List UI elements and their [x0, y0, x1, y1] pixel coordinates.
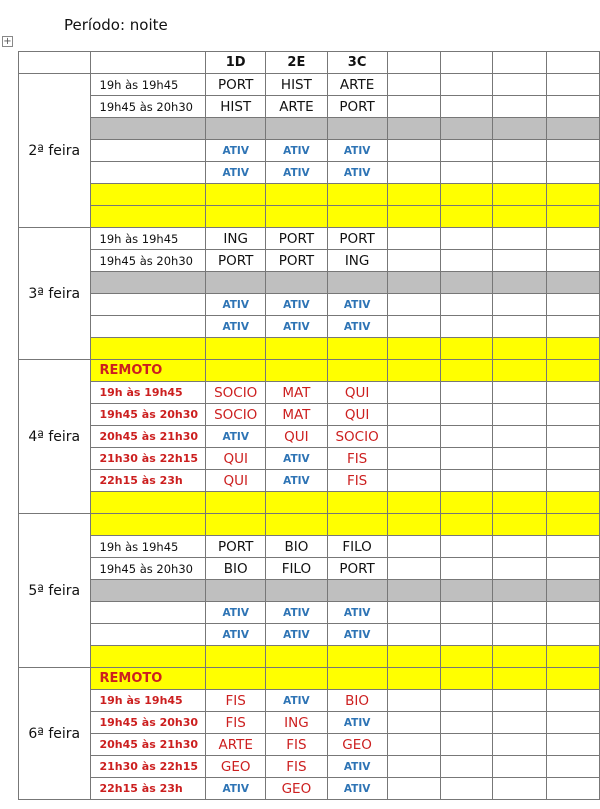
- activity-cell: ATIV: [327, 778, 387, 800]
- activity-cell: ATIV: [327, 756, 387, 778]
- separator-row: [19, 184, 600, 206]
- time-slot: 19h às 19h45: [90, 382, 206, 404]
- break-row: [19, 272, 600, 294]
- activity-cell: ATIV: [206, 778, 266, 800]
- table-row: [19, 712, 600, 734]
- separator-row: [19, 492, 600, 514]
- subject-cell: FIS: [206, 690, 266, 712]
- activity-cell: ATIV: [206, 316, 266, 338]
- separator-row: [19, 514, 600, 536]
- table-row: [19, 734, 600, 756]
- table-move-handle-icon[interactable]: +: [3, 36, 12, 47]
- subject-cell: ARTE: [327, 74, 387, 96]
- subject-cell: PORT: [206, 250, 266, 272]
- subject-cell: QUI: [266, 426, 327, 448]
- activity-cell: ATIV: [206, 426, 266, 448]
- subject-cell: BIO: [206, 558, 266, 580]
- table-row: [19, 690, 600, 712]
- time-slot: 19h45 às 20h30: [90, 96, 206, 118]
- subject-cell: PORT: [327, 96, 387, 118]
- activity-cell: ATIV: [266, 316, 327, 338]
- subject-cell: ING: [327, 250, 387, 272]
- subject-cell: QUI: [206, 448, 266, 470]
- subject-cell: MAT: [266, 382, 327, 404]
- table-row: [19, 602, 600, 624]
- separator-row: [19, 338, 600, 360]
- table-row: [19, 294, 600, 316]
- subject-cell: MAT: [266, 404, 327, 426]
- day-label: 5ª feira: [19, 514, 91, 668]
- activity-cell: ATIV: [266, 602, 327, 624]
- day-label: 2ª feira: [19, 74, 91, 228]
- subject-cell: BIO: [327, 690, 387, 712]
- time-slot: 19h45 às 20h30: [90, 404, 206, 426]
- subject-cell: ING: [206, 228, 266, 250]
- subject-cell: FILO: [327, 536, 387, 558]
- subject-cell: FIS: [266, 734, 327, 756]
- activity-cell: ATIV: [327, 712, 387, 734]
- activity-cell: ATIV: [327, 624, 387, 646]
- time-slot: 19h45 às 20h30: [90, 558, 206, 580]
- subject-cell: HIST: [206, 96, 266, 118]
- subject-cell: PORT: [266, 250, 327, 272]
- activity-cell: ATIV: [266, 294, 327, 316]
- break-row: [19, 118, 600, 140]
- table-row: [19, 316, 600, 338]
- subject-cell: SOCIO: [327, 426, 387, 448]
- subject-cell: FIS: [266, 756, 327, 778]
- time-slot: 20h45 às 21h30: [90, 734, 206, 756]
- subject-cell: PORT: [327, 228, 387, 250]
- subject-cell: FIS: [327, 470, 387, 492]
- activity-cell: ATIV: [266, 448, 327, 470]
- time-slot: 19h às 19h45: [90, 74, 206, 96]
- class-header-3c: 3C: [327, 52, 387, 74]
- time-slot: 19h45 às 20h30: [90, 250, 206, 272]
- subject-cell: PORT: [266, 228, 327, 250]
- table-row: [19, 558, 600, 580]
- table-row: [19, 778, 600, 800]
- header-empty: [19, 52, 91, 74]
- activity-cell: ATIV: [327, 162, 387, 184]
- schedule-table: [18, 51, 600, 800]
- remote-row: [19, 360, 600, 382]
- activity-cell: ATIV: [266, 624, 327, 646]
- activity-cell: ATIV: [206, 140, 266, 162]
- time-slot: 19h45 às 20h30: [90, 712, 206, 734]
- subject-cell: GEO: [206, 756, 266, 778]
- header-row: [19, 52, 600, 74]
- activity-cell: ATIV: [206, 294, 266, 316]
- table-row: [19, 426, 600, 448]
- subject-cell: QUI: [327, 404, 387, 426]
- header-empty: [90, 52, 206, 74]
- table-row: [19, 250, 600, 272]
- activity-cell: ATIV: [266, 690, 327, 712]
- activity-cell: ATIV: [206, 624, 266, 646]
- separator-row: [19, 646, 600, 668]
- activity-cell: ATIV: [327, 602, 387, 624]
- activity-cell: ATIV: [327, 294, 387, 316]
- separator-row: [19, 206, 600, 228]
- subject-cell: PORT: [327, 558, 387, 580]
- subject-cell: PORT: [206, 74, 266, 96]
- day-label: 4ª feira: [19, 360, 91, 514]
- subject-cell: QUI: [206, 470, 266, 492]
- period-label: Período: noite: [64, 16, 168, 34]
- time-slot: 20h45 às 21h30: [90, 426, 206, 448]
- class-header-1d: 1D: [206, 52, 266, 74]
- time-slot: 21h30 às 22h15: [90, 448, 206, 470]
- subject-cell: SOCIO: [206, 382, 266, 404]
- subject-cell: FIS: [327, 448, 387, 470]
- table-row: [19, 536, 600, 558]
- subject-cell: BIO: [266, 536, 327, 558]
- subject-cell: SOCIO: [206, 404, 266, 426]
- time-slot: 19h às 19h45: [90, 690, 206, 712]
- table-row: [19, 624, 600, 646]
- subject-cell: ARTE: [266, 96, 327, 118]
- activity-cell: ATIV: [327, 140, 387, 162]
- activity-cell: ATIV: [206, 602, 266, 624]
- activity-cell: ATIV: [327, 316, 387, 338]
- time-slot: 22h15 às 23h: [90, 470, 206, 492]
- subject-cell: QUI: [327, 382, 387, 404]
- table-row: [19, 382, 600, 404]
- time-slot: 22h15 às 23h: [90, 778, 206, 800]
- remote-label: REMOTO: [90, 668, 206, 690]
- table-row: [19, 96, 600, 118]
- table-row: [19, 228, 600, 250]
- time-slot: 19h às 19h45: [90, 228, 206, 250]
- class-header-2e: 2E: [266, 52, 327, 74]
- remote-row: [19, 668, 600, 690]
- table-row: [19, 140, 600, 162]
- table-row: [19, 74, 600, 96]
- table-row: [19, 162, 600, 184]
- activity-cell: ATIV: [266, 140, 327, 162]
- table-row: [19, 448, 600, 470]
- time-slot: 21h30 às 22h15: [90, 756, 206, 778]
- activity-cell: ATIV: [206, 162, 266, 184]
- subject-cell: ING: [266, 712, 327, 734]
- time-slot: 19h às 19h45: [90, 536, 206, 558]
- subject-cell: HIST: [266, 74, 327, 96]
- activity-cell: ATIV: [266, 470, 327, 492]
- remote-label: REMOTO: [90, 360, 206, 382]
- table-row: [19, 756, 600, 778]
- table-row: [19, 470, 600, 492]
- subject-cell: ARTE: [206, 734, 266, 756]
- day-label: 6ª feira: [19, 668, 91, 800]
- subject-cell: PORT: [206, 536, 266, 558]
- subject-cell: FIS: [206, 712, 266, 734]
- subject-cell: GEO: [266, 778, 327, 800]
- subject-cell: FILO: [266, 558, 327, 580]
- day-label: 3ª feira: [19, 228, 91, 360]
- table-row: [19, 404, 600, 426]
- break-row: [19, 580, 600, 602]
- activity-cell: ATIV: [266, 162, 327, 184]
- subject-cell: GEO: [327, 734, 387, 756]
